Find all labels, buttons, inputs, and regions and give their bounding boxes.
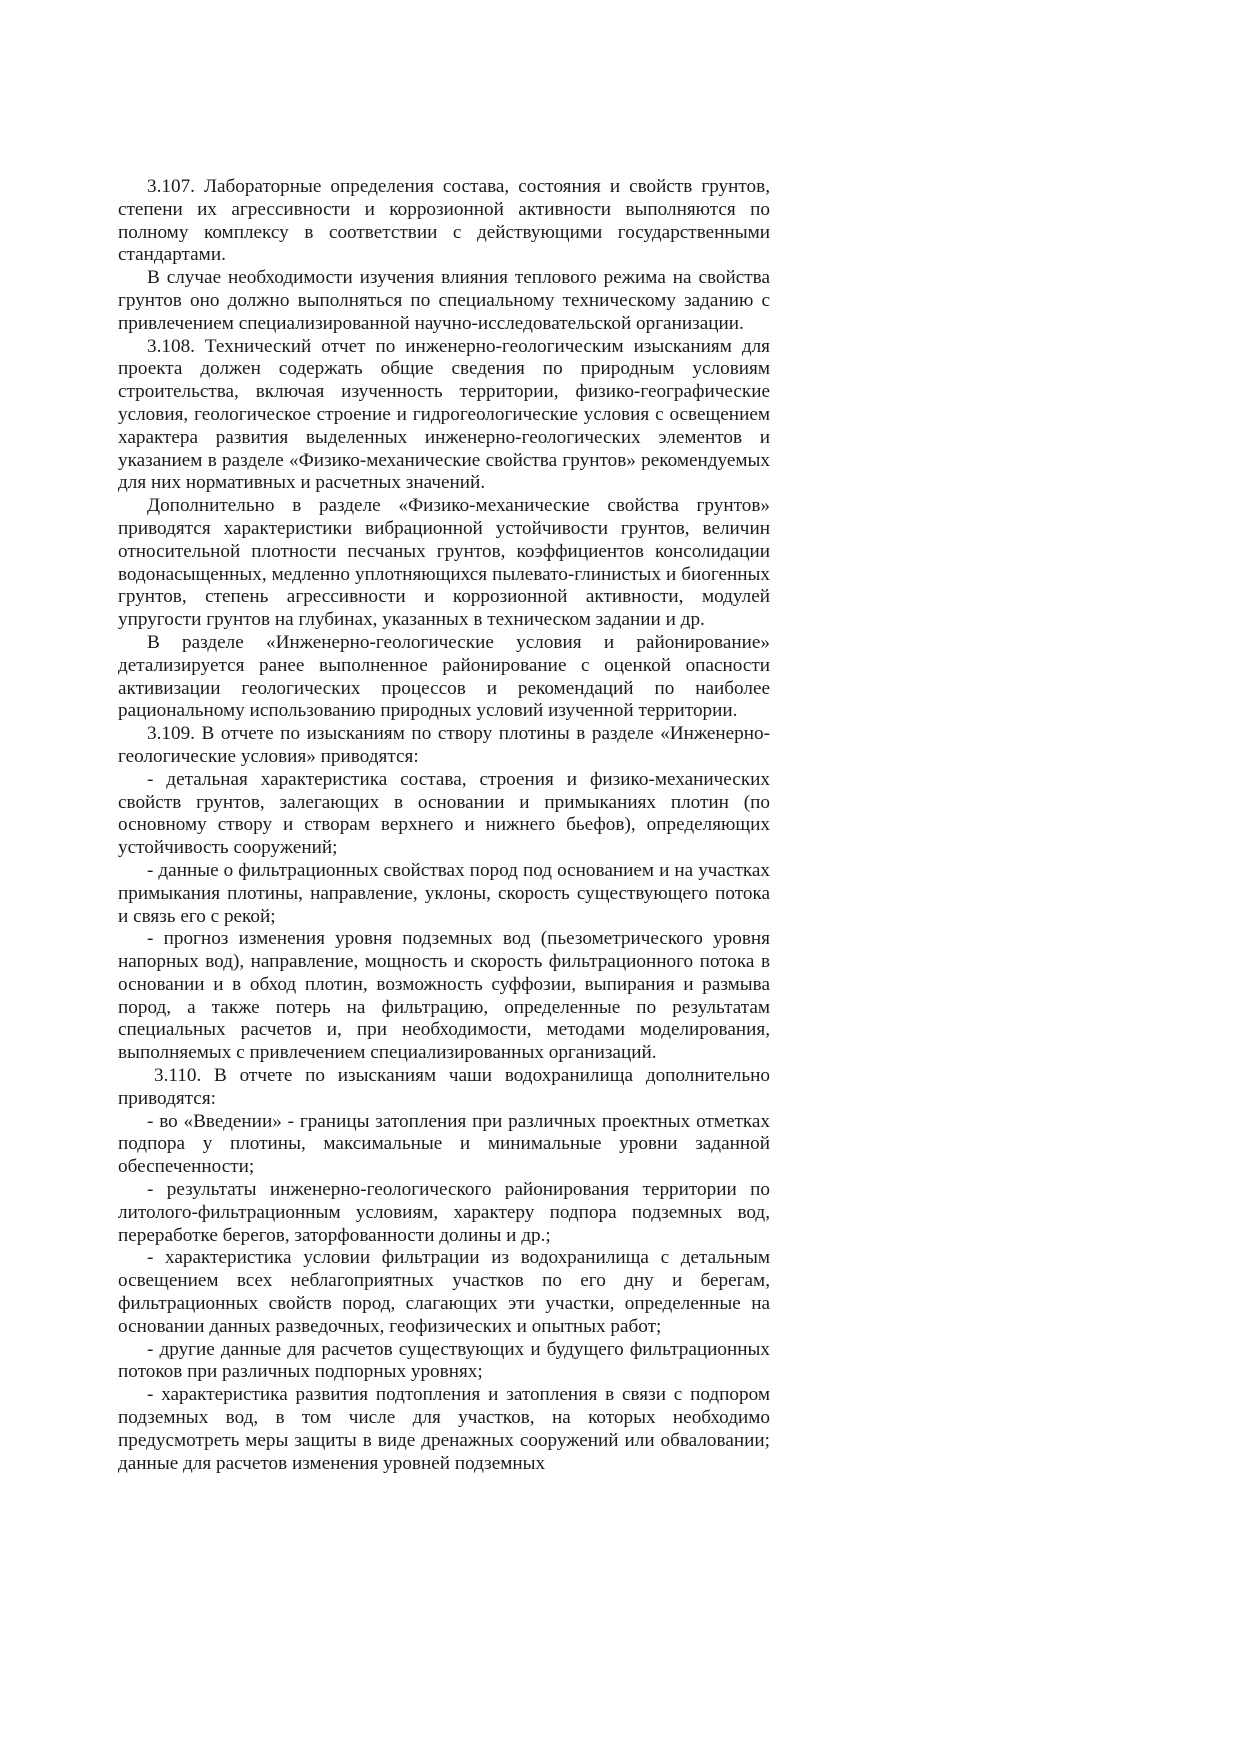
list-item-filtration-properties: - данные о фильтрационных свойствах пород под основанием и на участках примыкания плотины, направление, уклоны, скорость существующего потока и связь его с рекой; — [118, 859, 770, 927]
list-item-underflooding: - характеристика развития подтопления и затопления в связи с подпором подземных вод, в том числе для участков, на которых необходимо предусмотреть меры защиты в виде дренажных сооружений или обваловании; данные для расчетов изменения уровней подземных — [118, 1384, 770, 1474]
list-item-introduction-flooding: - во «Введении» - границы затопления при различных проектных отметках подпора у плотины, максимальные и минимальные уровни заданной обеспеченности; — [118, 1110, 770, 1178]
list-item-zoning-results: - результаты инженерно-геологического районирования территории по литолого-фильтрационным условиям, характеру подпора подземных вод, переработке берегов, заторфованности долины и др.; — [118, 1179, 770, 1246]
paragraph-3-107: 3.107. Лабораторные определения состава, состояния и свойств грунтов, степени их агрессивности и коррозионной активности выполняются по полному комплексу в соответствии с действующими государственными стандартами. — [118, 176, 770, 266]
paragraph-zoning: В разделе «Инженерно-геологические условия и районирование» детализируется ранее выполненное районирование с оценкой опасности активизации геологических процессов и рекомендаций по наиболее рациональному использованию природных условий изученной территории. — [118, 631, 770, 722]
paragraph-3-109: 3.109. В отчете по изысканиям по створу плотины в разделе «Инженерно-геологические условия» приводятся: — [118, 723, 770, 767]
paragraph-3-110: 3.110. В отчете по изысканиям чаши водохранилища дополнительно приводятся: — [118, 1065, 770, 1109]
document-body — [118, 176, 770, 1475]
paragraph-3-108: 3.108. Технический отчет по инженерно-геологическим изысканиям для проекта должен содержать общие сведения по природным условиям строительства, включая изученность территории, физико-географические условия, геологическое строение и гидрогеологические условия с освещением характера развития выделенных инженерно-геологических элементов и указанием в разделе «Физико-механические свойства грунтов» рекомендуемых для них нормативных и расчетных значений. — [118, 335, 770, 494]
paragraph-thermal-regime: В случае необходимости изучения влияния теплового режима на свойства грунтов оно должно выполняться по специальному техническому заданию с привлечением специализированной научно-исследовательской организации. — [118, 267, 770, 334]
paragraph-physical-mechanical: Дополнительно в разделе «Физико-механические свойства грунтов» приводятся характеристики вибрационной устойчивости грунтов, величин относительной плотности песчаных грунтов, коэффициентов консолидации водонасыщенных, медленно уплотняющихся пылевато-глинистых и биогенных грунтов, степень агрессивности и коррозионной активности, модулей упругости грунтов на глубинах, указанных в техническом задании и др. — [118, 495, 770, 631]
list-item-reservoir-filtration: - характеристика условии фильтрации из водохранилища с детальным освещением всех неблагоприятных участков по его дну и берегам, фильтрационных свойств пород, слагающих эти участки, определенные на основании данных разведочных, геофизических и опытных работ; — [118, 1247, 770, 1337]
list-item-soil-characteristics: - детальная характеристика состава, строения и физико-механических свойств грунтов, залегающих в основании и примыканиях плотин (по основному створу и створам верхнего и нижнего бьефов), определяющих устойчивость сооружений; — [118, 768, 770, 859]
list-item-other-data: - другие данные для расчетов существующих и будущего фильтрационных потоков при различных подпорных уровнях; — [118, 1338, 770, 1383]
list-item-groundwater-forecast: - прогноз изменения уровня подземных вод (пьезометрического уровня напорных вод), направление, мощность и скорость фильтрационного потока в основании и в обход плотин, возможность суффозии, выпирания и размыва пород, а также потерь на фильтрацию, определенные по результатам специальных расчетов и, при необходимости, методами моделирования, выполняемых с привлечением специализированных организаций. — [118, 928, 770, 1064]
